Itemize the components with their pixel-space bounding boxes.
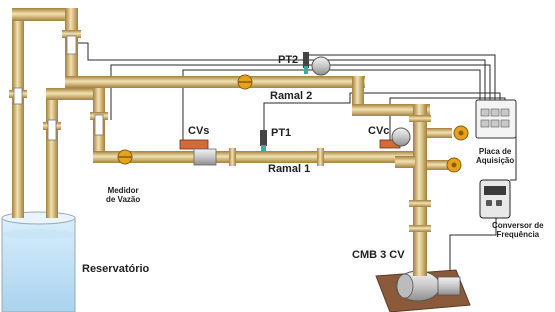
ramal2-pipe (352, 76, 452, 274)
handwheel-upper-icon (454, 126, 468, 140)
valve-ramal2-icon (238, 75, 252, 89)
frequency-converter-label-line2: Frequência (496, 230, 540, 240)
acquisition-board-label (476, 147, 514, 165)
reservoir-label: Reservatório (82, 263, 150, 275)
frequency-converter-label (492, 221, 544, 239)
pt1-sensor-icon (260, 130, 267, 151)
pump-motor-icon (376, 262, 470, 312)
suction-pipe (9, 8, 365, 218)
acquisition-board-label-line1: Placa de (478, 147, 512, 156)
flow-meter-label-line1: Medidor (107, 186, 139, 195)
cvc-label: CVc (368, 125, 390, 137)
pt2-label: PT2 (278, 54, 299, 66)
cvs-label: CVs (188, 125, 210, 137)
valve-ramal1-icon (118, 150, 132, 164)
reservoir-tank (2, 212, 75, 312)
frequency-converter-icon (480, 180, 510, 218)
ramal1-label: Ramal 1 (268, 163, 311, 175)
ramal2-label: Ramal 2 (270, 90, 313, 102)
handwheel-lower-icon (447, 158, 461, 172)
pt1-label: PT1 (271, 127, 292, 139)
flow-meter-label (106, 186, 140, 204)
pump-label: CMB 3 CV (352, 249, 405, 261)
acquisition-board-label-line2: Aquisição (476, 156, 515, 166)
flow-meter-label-line2: de Vazão (106, 195, 141, 205)
acquisition-board-icon (476, 100, 516, 138)
frequency-converter-label-line1: Conversor de (492, 221, 544, 230)
